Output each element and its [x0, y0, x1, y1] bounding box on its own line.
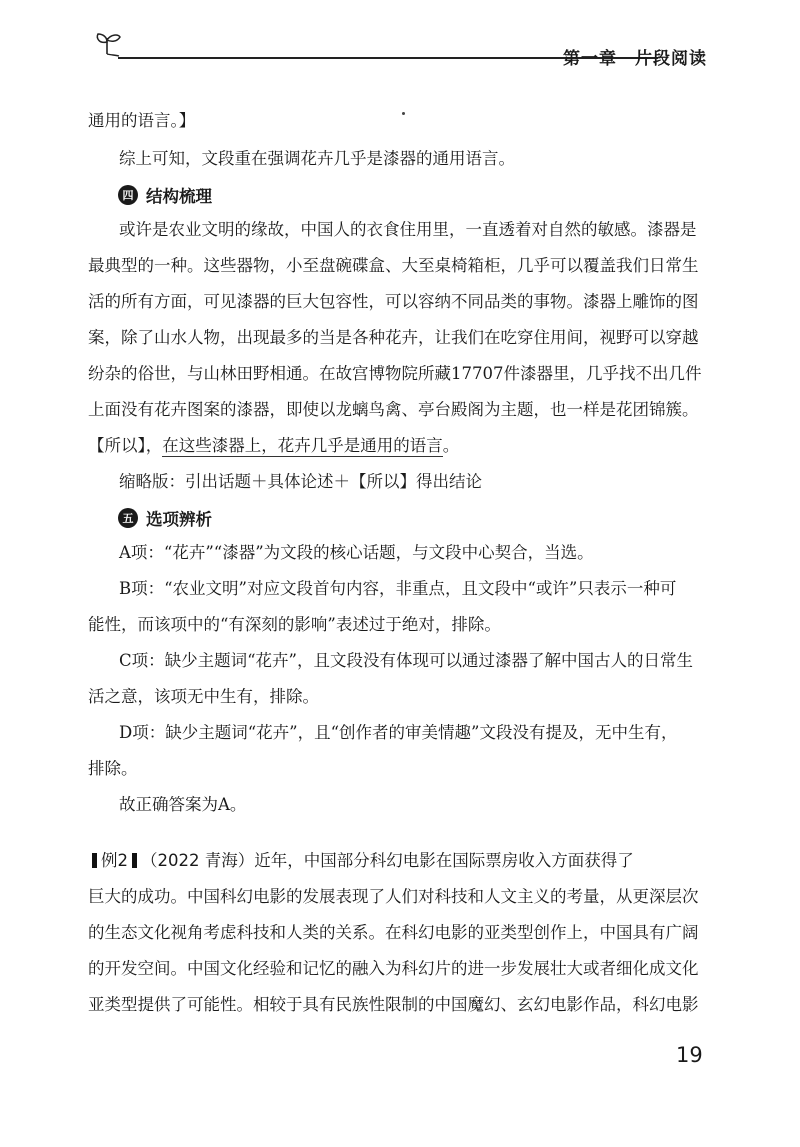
option-b-text: 能性，而该项中的“有深刻的影响”表述过于绝对，排除。: [88, 615, 501, 634]
conclusion-suffix: 。: [442, 436, 460, 455]
sprout-icon: [93, 28, 123, 58]
example-marker-right: [132, 853, 137, 868]
option-a-text: A项：“花卉”“漆器”为文段的核心话题，与文段中心契合，当选。: [119, 543, 594, 562]
section-number-icon: 五: [118, 508, 138, 528]
option-b-text: B项：“农业文明”对应文段首句内容，非重点，且文段中“或许”只表示一种可: [119, 579, 677, 598]
prev-text-end: 通用的语言。】: [88, 111, 196, 130]
option-c-text: C项：缺少主题词“花卉”，且文段没有体现可以通过漆器了解中国古人的日常生: [119, 651, 693, 670]
example-label: 例2: [101, 851, 128, 870]
example-line: 巨大的成功。中国科幻电影的发展表现了人们对科技和人文主义的考量，从更深层次: [88, 887, 699, 906]
passage-line: 纷杂的俗世，与山林田野相通。在故宫博物院所藏17707件漆器里，几乎找不出几件: [88, 364, 702, 383]
page-number: 19: [676, 1043, 703, 1067]
option-c-text: 活之意，该项无中生有，排除。: [88, 687, 319, 706]
section-options-heading: [118, 506, 212, 530]
section-structure-heading: [118, 183, 212, 207]
speck: [402, 112, 405, 115]
conclusion-underlined: 在这些漆器上，花卉几乎是通用的语言: [162, 436, 443, 455]
passage-line: 最典型的一种。这些器物，小至盘碗碟盒、大至桌椅箱柜，几乎可以覆盖我们日常生: [88, 256, 699, 275]
option-d-text: 排除。: [88, 759, 138, 778]
example-first-line: [88, 850, 634, 872]
passage-line: 活的所有方面，可见漆器的巨大包容性，可以容纳不同品类的事物。漆器上雕饰的图: [88, 292, 699, 311]
answer-text: 故正确答案为A。: [119, 795, 247, 814]
conclusion-line: [88, 435, 459, 457]
section-options-title: 选项辨析: [146, 510, 212, 529]
passage-line: 案，除了山水人物，出现最多的当是各种花卉，让我们在吃穿住用间，视野可以穿越: [88, 328, 699, 347]
example-source: （2022 青海）: [141, 851, 255, 870]
abridged-text: 缩略版：引出话题＋具体论述＋【所以】得出结论: [119, 472, 482, 491]
section-structure-title: 结构梳理: [146, 187, 212, 206]
section-number-icon: 四: [118, 185, 138, 205]
example-line: 近年，中国部分科幻电影在国际票房收入方面获得了: [254, 851, 634, 870]
option-d-text: D项：缺少主题词“花卉”，且“创作者的审美情趣”文段没有提及，无中生有，: [119, 723, 678, 742]
example-line: 亚类型提供了可能性。相较于具有民族性限制的中国魔幻、玄幻电影作品，科幻电影: [88, 995, 699, 1014]
summary-text: 综上可知，文段重在强调花卉几乎是漆器的通用语言。: [119, 149, 515, 168]
passage-line: 上面没有花卉图案的漆器，即使以龙螭鸟禽、亭台殿阁为主题，也一样是花团锦簇。: [88, 400, 699, 419]
passage-line: 或许是农业文明的缘故，中国人的衣食住用里，一直透着对自然的敏感。漆器是: [119, 220, 697, 239]
example-marker-left: [92, 853, 97, 868]
conclusion-prefix: 【所以】，: [88, 436, 163, 455]
example-line: 的生态文化视角考虑科技和人类的关系。在科幻电影的亚类型创作上，中国具有广阔: [88, 923, 699, 942]
example-line: 的开发空间。中国文化经验和记忆的融入为科幻片的进一步发展壮大或者细化成文化: [88, 959, 699, 978]
chapter-title: 第一章 片段阅读: [563, 49, 707, 69]
